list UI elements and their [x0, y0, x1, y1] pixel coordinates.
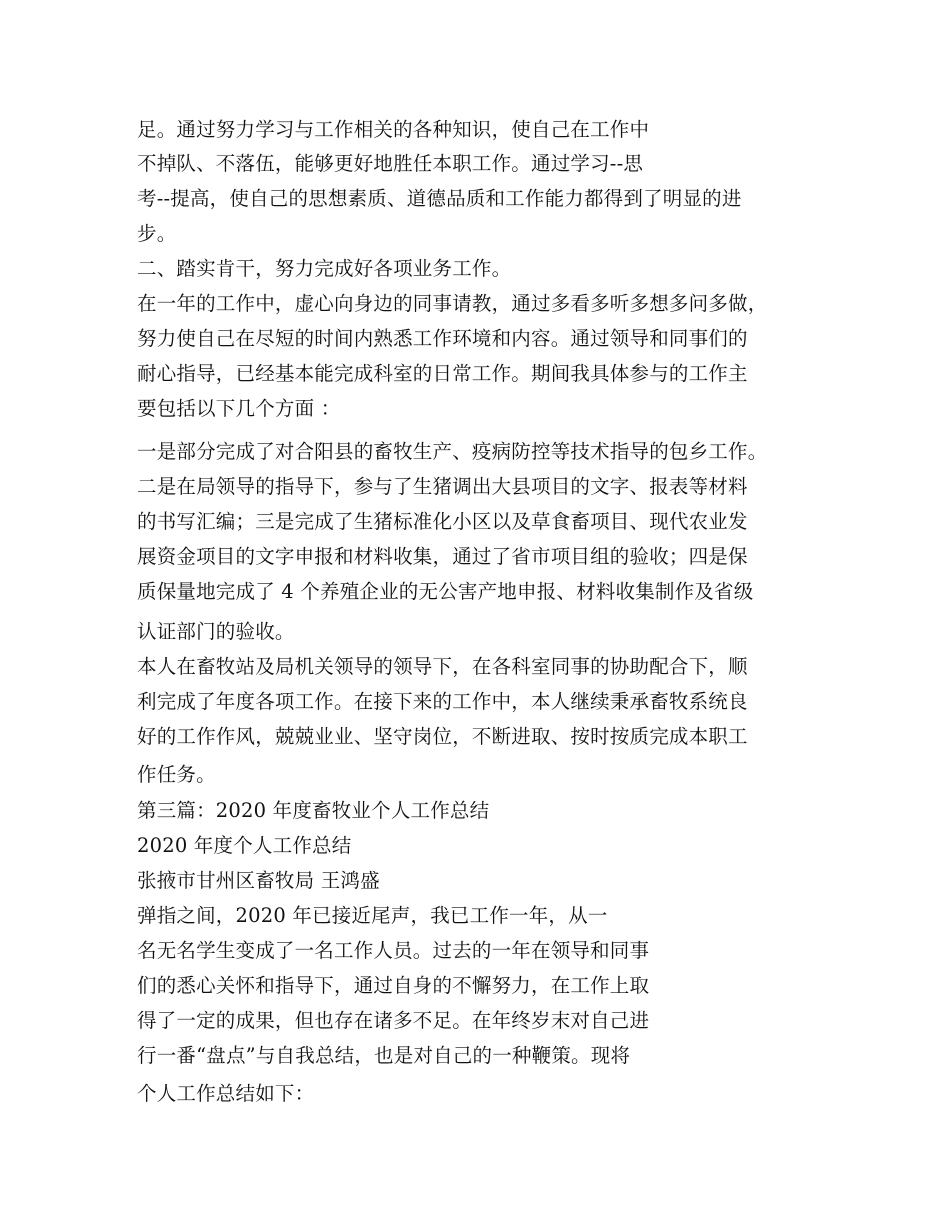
- section-heading: 二、踏实肯干，努力完成好各项业务工作。: [137, 257, 512, 280]
- text-line: 质保量地完成了 4 个养殖企业的无公害产地申报、材料收集制作及省级: [137, 580, 754, 603]
- text-line: 行一番“盘点”与自我总结，也是对自己的一种鞭策。现将: [137, 1044, 631, 1067]
- text-line: 努力使自己在尽短的时间内熟悉工作环境和内容。通过领导和同事们的: [137, 327, 748, 350]
- text-line: 一是部分完成了对合阳县的畜牧生产、疫病防控等技术指导的包乡工作。: [137, 440, 768, 463]
- text-line: 足。通过努力学习与工作相关的各种知识，使自己在工作中: [137, 118, 650, 141]
- chapter-title: 第三篇：2020 年度畜牧业个人工作总结: [137, 799, 490, 822]
- text-line: 展资金项目的文字申报和材料收集，通过了省市项目组的验收；四是保: [137, 545, 748, 568]
- report-title: 2020 年度个人工作总结: [137, 834, 352, 857]
- text-line: 得了一定的成果，但也存在诸多不足。在年终岁末对自己进: [137, 1009, 650, 1032]
- text-line: 的书写汇编；三是完成了生猪标准化小区以及草食畜项目、现代农业发: [137, 510, 748, 533]
- text-line: 考--提高，使自己的思想素质、道德品质和工作能力都得到了明显的进: [137, 187, 742, 210]
- text-line: 本人在畜牧站及局机关领导的领导下，在各科室同事的协助配合下，顺: [137, 655, 748, 678]
- text-line: 名无名学生变成了一名工作人员。过去的一年在领导和同事: [137, 939, 650, 962]
- text-line: 弹指之间，2020 年已接近尾声，我已工作一年，从一: [137, 904, 608, 927]
- author-line: 张掖市甘州区畜牧局 王鸿盛: [137, 869, 380, 892]
- text-line: 二是在局领导的指导下，参与了生猪调出大县项目的文字、报表等材料: [137, 475, 748, 498]
- text-line: 在一年的工作中，虚心向身边的同事请教，通过多看多听多想多问多做，: [137, 292, 768, 315]
- text-line: 作任务。: [137, 763, 216, 786]
- text-line: 利完成了年度各项工作。在接下来的工作中，本人继续秉承畜牧系统良: [137, 690, 748, 713]
- text-line: 耐心指导，已经基本能完成科室的日常工作。期间我具体参与的工作主: [137, 362, 748, 385]
- text-line: 们的悉心关怀和指导下，通过自身的不懈努力，在工作上取: [137, 974, 650, 997]
- text-line: 个人工作总结如下：: [137, 1082, 315, 1105]
- text-line: 不掉队、不落伍，能够更好地胜任本职工作。通过学习--思: [137, 152, 644, 175]
- text-line: 要包括以下几个方面 ：: [137, 397, 341, 420]
- text-line: 好的工作作风，兢兢业业、坚守岗位，不断进取、按时按质完成本职工: [137, 725, 748, 748]
- text-line: 认证部门的验收。: [137, 620, 295, 643]
- text-line: 步。: [137, 222, 177, 245]
